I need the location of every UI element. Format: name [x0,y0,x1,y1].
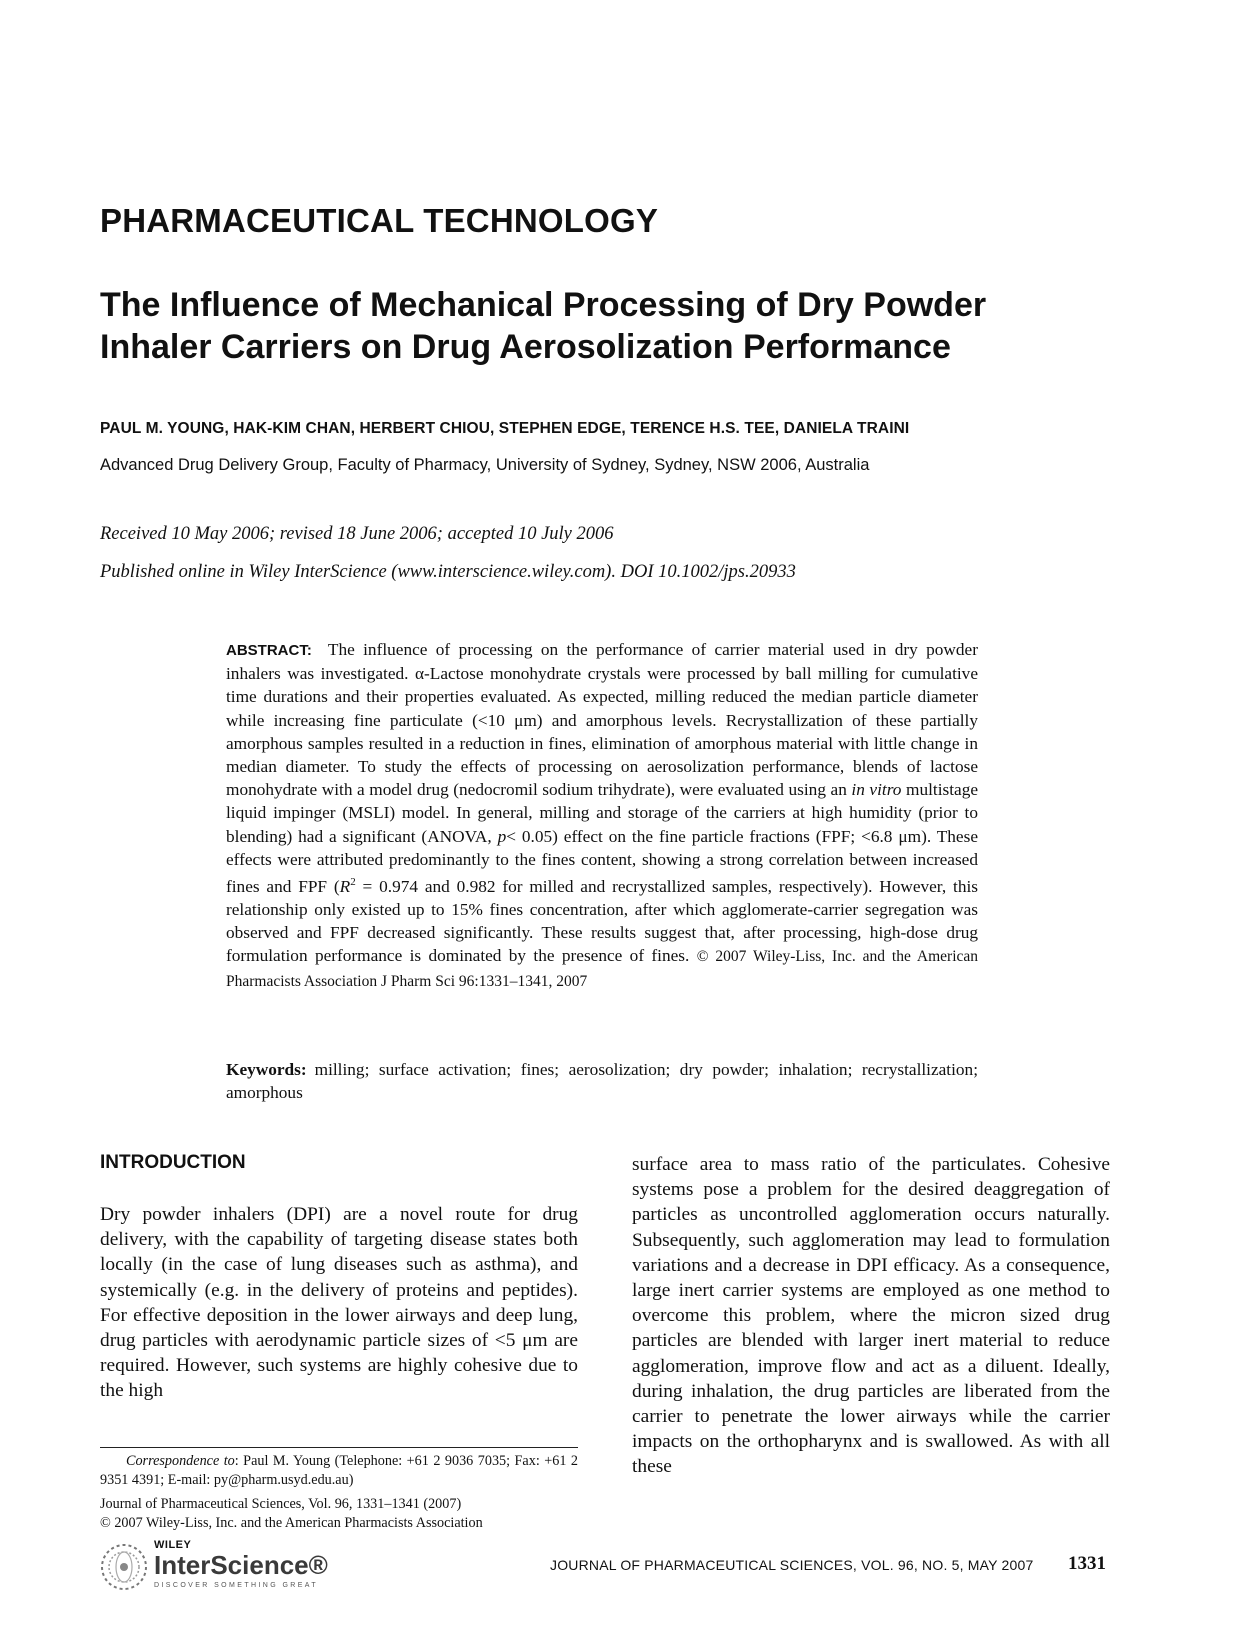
abstract-p-symbol: p [497,826,507,846]
abstract-in-vitro: in vitro [851,780,902,800]
abstract-label: ABSTRACT: [226,642,312,659]
footnote-divider [100,1447,578,1448]
correspondence-label: Correspondence to [126,1453,235,1469]
correspondence-note [100,1452,578,1489]
keywords-label: Keywords: [226,1060,307,1079]
intro-column-left: Dry powder inhalers (DPI) are a novel route for drug delivery, with the capability of targeting disease states both locally (in the case of lung diseases such as asthma), and systemically (e.g. in the delivery of proteins and peptides). For effective deposition in the lower airways and deep lung, drug particles with aerodynamic particle sizes of <5 μm are required. However, such systems are highly cohesive due to the high [100,1204,578,1402]
section-heading: PHARMACEUTICAL TECHNOLOGY [100,202,659,239]
intro-column-right: surface area to mass ratio of the particulates. Cohesive systems pose a problem for the desired deaggregation of particles as uncontrolled agglomeration occurs naturally. Subsequently, such agglomeration may lead to formulation variations and a decrease in DPI efficacy. As a consequence, large inert carrier systems are employed as one method to overcome this problem, where the micron sized drug particles are blended with larger inert material to reduce agglomeration, improve flow and act as a diluent. Ideally, during inhalation, the drug particles are liberated from the carrier to penetrate the lower airways while the carrier impacts on the orthopharynx and is swallowed. As with all these [632,1154,1110,1478]
abstract-copyright: © 2007 Wiley-Liss, Inc. and the American Pharmacists Association J Pharm Sci 96:1331–1341, 2007 [226,948,979,990]
abstract-text-3: < 0.05) effect on the fine particle fractions (FPF; <6.8 μm). These effects were attributed predominantly to the fines content, showing a strong correlation between increased fines and FPF ( [226,826,979,896]
correspondence-text: : Paul M. Young (Telephone: +61 2 9036 7035; Fax: +61 2 9351 4391; E-mail: py@pharm.usyd.edu.au) [100,1453,578,1488]
received-dates: Received 10 May 2006; revised 18 June 2006; accepted 10 July 2006 [100,524,614,544]
running-footer: JOURNAL OF PHARMACEUTICAL SCIENCES, VOL. 96, NO. 5, MAY 2007 [550,1557,1034,1573]
keywords [226,1058,978,1104]
affiliation: Advanced Drug Delivery Group, Faculty of Pharmacy, University of Sydney, Sydney, NSW 2006, Australia [100,456,870,474]
paper-title [100,284,1100,368]
abstract-text-4: = 0.974 and 0.982 for milled and recrystallized samples, respectively). However, this relationship only existed up to 15% fines concentration, after which agglomerate-carrier segregation was observed and FPF decreased significantly. These results suggest that, after processing, high-dose drug formulation performance is dominated by the presence of fines. [226,876,978,966]
abstract-text-1: The influence of processing on the performance of carrier material used in dry powder inhalers was investigated. α-Lactose monohydrate crystals were processed by ball milling for cumulative time durations and their properties evaluated. As expected, milling reduced the median particle diameter while increasing fine particulate (<10 μm) and amorphous levels. Recrystallization of these partially amorphous samples resulted in a reduction in fines, elimination of amorphous material with little change in median diameter. To study the effects of processing on aerosolization performance, blends of lactose monohydrate with a model drug (nedocromil sodium trihydrate), were evaluated using an [226,640,978,800]
footnote [100,1452,578,1532]
logo-name: InterScience® [154,1550,328,1580]
keywords-text: milling; surface activation; fines; aerosolization; dry powder; inhalation; recrystallization; amorphous [226,1060,978,1103]
globe-icon [98,1541,150,1593]
journal-citation: Journal of Pharmaceutical Sciences, Vol. 96, 1331–1341 (2007) [100,1496,462,1512]
title-line-2: Inhaler Carriers on Drug Aerosolization Performance [100,328,951,366]
author-list: PAUL M. YOUNG, HAK-KIM CHAN, HERBERT CHIOU, STEPHEN EDGE, TERENCE H.S. TEE, DANIELA TRAINI [100,420,910,437]
introduction-heading: INTRODUCTION [100,1152,246,1173]
abstract-r-symbol: R [339,876,351,896]
abstract-r-exponent: 2 [350,876,356,889]
abstract-text-2: multistage liquid impinger (MSLI) model. In general, milling and storage of the carriers at high humidity (prior to blending) had a significant (ANOVA, [226,780,979,846]
logo-tagline: DISCOVER SOMETHING GREAT [154,1582,319,1589]
published-online: Published online in Wiley InterScience (www.interscience.wiley.com). DOI 10.1002/jps.20933 [100,562,796,582]
abstract [226,638,978,993]
page-number: 1331 [1068,1553,1106,1574]
title-line-1: The Influence of Mechanical Processing of Dry Powder [100,286,987,324]
footnote-copyright: © 2007 Wiley-Liss, Inc. and the American Pharmacists Association [100,1514,483,1531]
interscience-logo [98,1539,338,1595]
logo-wiley: WILEY [154,1539,192,1551]
